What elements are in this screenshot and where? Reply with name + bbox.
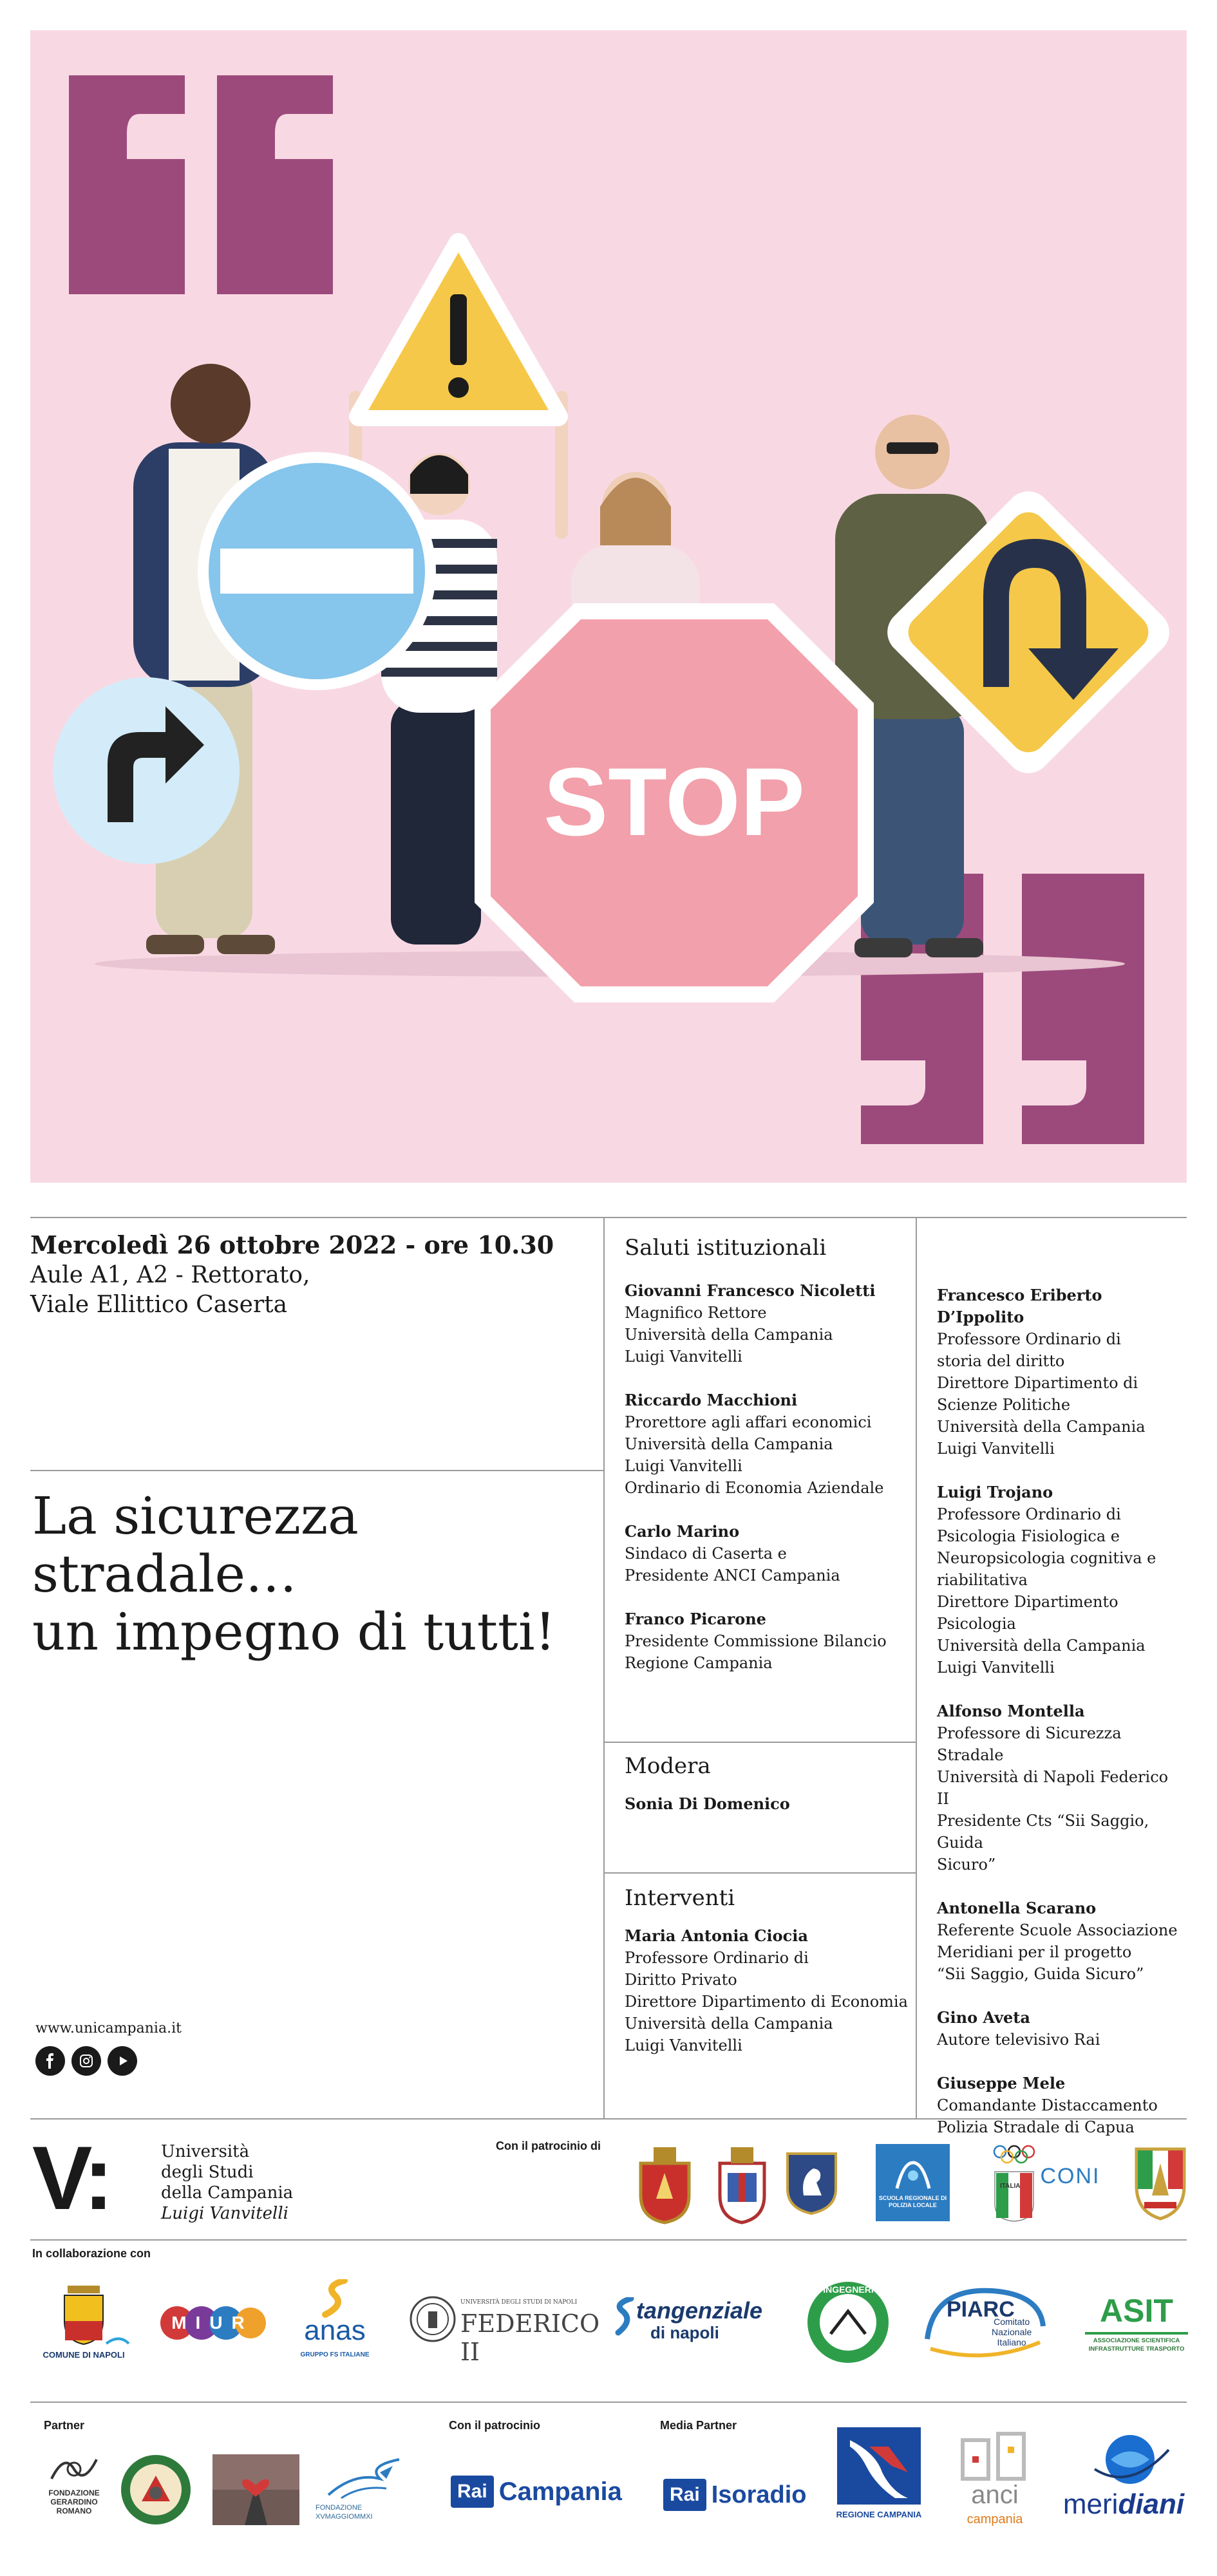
rai-campania-name: Campania xyxy=(498,2477,622,2506)
social-links xyxy=(35,2046,137,2076)
miur-text: MIUR xyxy=(171,2313,254,2333)
divider-modera-top xyxy=(603,1742,916,1743)
ingegneri-text: INGEGNERI xyxy=(823,2284,874,2295)
tangenziale-sub-text: di napoli xyxy=(650,2323,719,2342)
hero-illustration xyxy=(30,30,1187,1183)
moderator-name: Sonia Di Domenico xyxy=(625,1794,790,1813)
anas-text: anas xyxy=(304,2315,366,2346)
fondazione-romano-logo xyxy=(39,2450,109,2530)
saluti-section xyxy=(625,1235,908,1696)
meridiani-text-a: meri xyxy=(1062,2488,1118,2520)
modera-section xyxy=(625,1753,908,1815)
comune-napoli-logo xyxy=(35,2282,132,2373)
miur-logo xyxy=(158,2304,267,2342)
right-speakers xyxy=(937,1284,1185,2160)
association-crest-logo xyxy=(119,2453,193,2527)
tangenziale-logo xyxy=(612,2297,786,2349)
gerardino-line-3: ROMANO xyxy=(56,2506,92,2515)
patrocinio-label: Con il patrocinio di xyxy=(496,2139,601,2152)
gerardino-line-1: FONDAZIONE xyxy=(48,2488,100,2497)
divider-interventi-top xyxy=(603,1872,916,1874)
anas-sub-text: GRUPPO FS ITALIANE xyxy=(300,2351,370,2358)
fondazione-xvmaggio-logo xyxy=(316,2453,412,2530)
meridiani-logo xyxy=(1056,2430,1191,2537)
university-mark: V: xyxy=(32,2127,110,2228)
speaker-trojano: Luigi Trojano Professore Ordinario di Psicologia Fisiologica e Neuropsicologia cognitiva e riabilitativa Direttore Dipartimento Psicologia Università della Campania Luigi Vanvitelli xyxy=(937,1483,1156,1677)
interventi-section xyxy=(625,1885,908,2056)
event-date-time: Mercoledì 26 ottobre 2022 - ore 10.30 xyxy=(30,1230,554,1259)
university-line-2: degli Studi xyxy=(161,2163,254,2182)
page-title xyxy=(32,1487,592,1661)
polizia-locale-logo xyxy=(876,2144,950,2221)
anci-text: anci xyxy=(971,2481,1019,2509)
interventi-title: Interventi xyxy=(625,1885,735,1911)
asit-logo xyxy=(1082,2292,1191,2356)
tangenziale-text: tangenziale xyxy=(636,2297,763,2324)
divider-top xyxy=(30,1217,1187,1218)
title-line-2: stradale… xyxy=(32,1544,297,1604)
event-location-1: Aule A1, A2 - Rettorato, xyxy=(30,1262,310,1288)
title-line-3: un impegno di tutti! xyxy=(32,1602,556,1662)
event-location-2: Viale Ellittico Caserta xyxy=(30,1292,288,1318)
turn-right-sign xyxy=(53,677,240,864)
piarc-sub-1: Comitato xyxy=(994,2317,1030,2327)
rai-isoradio-logo xyxy=(663,2474,807,2515)
divider-left-mid xyxy=(30,1470,603,1471)
piarc-sub-2: Nazionale xyxy=(992,2327,1032,2337)
polizia-locale-text: SCUOLA REGIONALE DI POLIZIA LOCALE xyxy=(878,2195,947,2208)
speaker-nicoletti: Giovanni Francesco Nicoletti Magnifico Rettore Università della Campania Luigi Vanvitelli xyxy=(625,1281,876,1366)
media-partner-label: Media Partner xyxy=(660,2419,737,2432)
divider-col-2 xyxy=(916,1217,917,2118)
divider-col-1 xyxy=(603,1217,605,2118)
anci-sub-text: campania xyxy=(967,2512,1023,2526)
partner-label: Partner xyxy=(44,2419,85,2432)
speaker-macchioni: Riccardo Macchioni Prorettore agli affari economici Università della Campania Luigi Vanvitelli Ordinario di Economia Aziendale xyxy=(625,1391,884,1497)
university-line-4: Luigi Vanvitelli xyxy=(161,2204,288,2223)
piarc-logo xyxy=(921,2281,1050,2365)
patrocinio2-label: Con il patrocinio xyxy=(449,2419,540,2432)
regione-campania-logo xyxy=(831,2427,927,2527)
carabinieri-emblem-logo xyxy=(715,2144,769,2224)
speaker-scarano: Antonella Scarano Referente Scuole Associazione Meridiani per il progetto “Sii Saggio, Guida Sicuro” xyxy=(937,1899,1178,1983)
speaker-marino: Carlo Marino Sindaco di Caserta e Presidente ANCI Campania xyxy=(625,1522,840,1584)
hero-image xyxy=(30,30,1187,1183)
italia-text: ITALIA xyxy=(1000,2183,1021,2190)
open-quote-mark xyxy=(69,75,333,294)
warning-sign xyxy=(359,243,558,417)
modera-title: Modera xyxy=(625,1753,711,1779)
instagram-icon[interactable] xyxy=(71,2046,101,2076)
rai-isoradio-name: Isoradio xyxy=(711,2481,807,2508)
speaker-aveta: Gino Aveta Autore televisivo Rai xyxy=(937,2008,1100,2049)
speaker-ciocia: Maria Antonia Ciocia Professore Ordinario di Diritto Privato Direttore Dipartimento di Economia Università della Campania Luigi Vanvitelli xyxy=(625,1926,908,2054)
federico-ii-logo xyxy=(409,2295,600,2366)
stop-sign xyxy=(475,603,874,1002)
federico-text: FEDERICO II xyxy=(460,2309,600,2366)
piarc-sub-3: Italiano xyxy=(997,2337,1026,2347)
event-info xyxy=(30,1230,590,1320)
asit-sub-2: INFRASTRUTTURE TRASPORTO xyxy=(1088,2346,1185,2353)
maggio-line-2: XVMAGGIOMMXI xyxy=(316,2513,373,2521)
university-line-1: Università xyxy=(161,2142,250,2161)
anci-campania-logo xyxy=(953,2430,1037,2534)
no-entry-sign xyxy=(198,452,436,690)
saluti-title: Saluti istituzionali xyxy=(625,1235,827,1261)
heart-road-logo xyxy=(212,2454,299,2525)
federico-small-text: UNIVERSITÀ DEGLI STUDI DI NAPOLI xyxy=(460,2299,578,2306)
rai-campania-logo xyxy=(451,2471,622,2512)
ingegneri-logo xyxy=(805,2279,892,2366)
title-line-1: La sicurezza xyxy=(32,1486,359,1546)
divider-collab-top xyxy=(30,2239,1187,2241)
collab-label: In collaborazione con xyxy=(32,2247,151,2260)
speaker-picarone: Franco Picarone Presidente Commissione Bilancio Regione Campania xyxy=(625,1610,887,1672)
meridiani-text-b: diani xyxy=(1118,2488,1185,2520)
provincia-horse-logo xyxy=(784,2150,839,2215)
italia-coni-rings-logo xyxy=(988,2143,1040,2223)
speaker-mele: Giuseppe Mele Comandante Distaccamento Polizia Stradale di Capua xyxy=(937,2074,1158,2136)
regione-text: REGIONE CAMPANIA xyxy=(836,2510,922,2519)
polizia-emblem-logo xyxy=(634,2144,695,2224)
military-crest-logo xyxy=(1131,2144,1189,2221)
university-line-3: della Campania xyxy=(161,2183,294,2203)
rai-campania-rai: Rai xyxy=(451,2476,494,2508)
website-link[interactable]: www.unicampania.it xyxy=(35,2020,182,2036)
piarc-text: PIARC xyxy=(947,2297,1015,2322)
rai-isoradio-rai: Rai xyxy=(663,2479,706,2511)
coni-text-logo: CONI xyxy=(1040,2163,1100,2188)
asit-text: ASIT xyxy=(1100,2293,1173,2329)
speaker-dippolito: Francesco Eriberto D’Ippolito Professore Ordinario di storia del diritto Direttore Dipartimento di Scienze Politiche Università della Campania Luigi Vanvitelli xyxy=(937,1286,1146,1458)
anas-logo xyxy=(290,2279,380,2369)
maggio-line-1: FONDAZIONE xyxy=(316,2504,363,2512)
asit-sub-1: ASSOCIAZIONE SCIENTIFICA xyxy=(1093,2337,1180,2344)
youtube-icon[interactable] xyxy=(108,2046,137,2076)
facebook-icon[interactable] xyxy=(35,2046,65,2076)
stop-sign-text: STOP xyxy=(543,747,805,856)
gerardino-line-2: GERARDINO xyxy=(50,2497,98,2506)
comune-napoli-text: COMUNE DI NAPOLI xyxy=(42,2350,125,2360)
university-logo xyxy=(32,2127,483,2233)
divider-partner-top xyxy=(30,2402,1187,2403)
speaker-montella: Alfonso Montella Professore di Sicurezza Stradale Università di Napoli Federico II Presidente Cts “Sii Saggio, Guida Sicuro” xyxy=(937,1702,1169,1874)
